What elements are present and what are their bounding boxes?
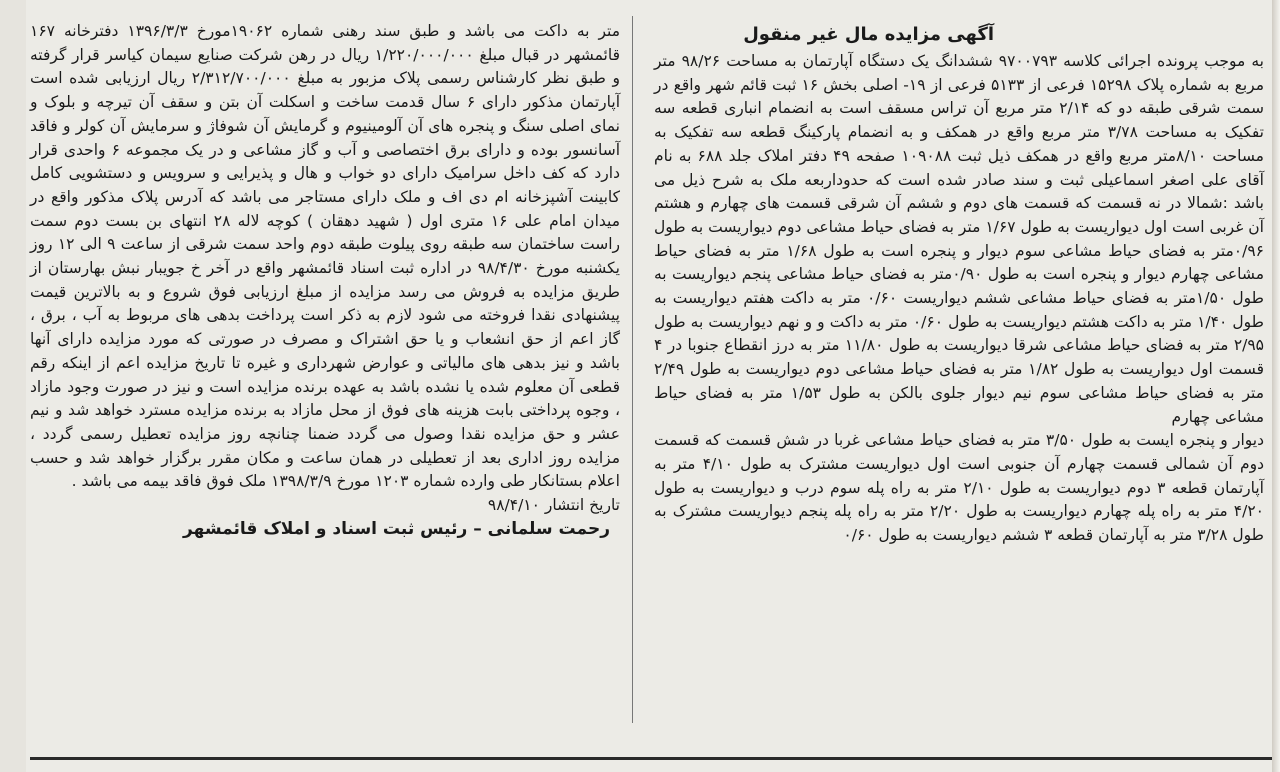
notice-paragraph: متر به داکت می باشد و طبق سند رهنی شماره ۱۹۰۶۲مورخ ۱۳۹۶/۳/۳ دفترخانه ۱۶۷ قائمشهر در قبال مبلغ ۱/۲۲۰/۰۰۰/۰۰۰ ریال در رهن شرکت صنایع سیمان کیاسر قرار گرفته و طبق نظر کارشناس رسمی پلاک مزبور به مبلغ ۲/۳۱۲/۷۰۰/۰۰۰ ریال ارزیابی شده است آپارتمان مذکور دارای ۶ سال قدمت ساخت و اسکلت آن بتن و سقف آن تیرچه و بلوک و نمای اصلی سنگ و پنجره های آن آلومینیوم و گرمایش آن شوفاژ و سرمایش آن کولر و فاقد آسانسور بوده و دارای برق اختصاصی و آب و گاز مشاعی و در یک مجموعه ۶ واحدی قرار دارد که کف داخل سرامیک دارای دو خواب و هال و پذیرایی و سرویس و دستشویی کامل کابینت آشپزخانه ام دی اف و ملک دارای مستاجر می باشد که آدرس پلاک مذکور واقع در میدان امام علی ۱۶ متری اول ( شهید دهقان ) کوچه لاله ۲۸ انتهای بن بست دوم سمت راست ساختمان سه طبقه روی پیلوت طبقه دوم واحد سمت شرقی از ساعت ۹ الی ۱۲ روز یکشنبه مورخ ۹۸/۴/۳۰ در اداره ثبت اسناد قائمشهر واقع در آخر خ جویبار نبش بهارستان از طریق مزایده به فروش می رسد مزایده از مبلغ ارزیابی فوق شروع و به بالاترین قیمت پیشنهادی نقدا فروخته می شود لازم به ذکر است پرداخت بدهی های مربوط به آب ، برق ، گاز اعم از حق انشعاب و یا حق اشتراک و مصرف در صورتی که مورد مزایده دارای آنها باشد و نیز بدهی های مالیاتی و عوارض شهرداری و غیره تا تاریخ مزایده اعم از اینکه رقم قطعی آن معلوم شده یا نشده باشد به عهده برنده مزایده است و نیز در صورت وجود مازاد ، وجوه پرداختی بابت هزینه های فوق از محل مازاد به برنده مزایده مسترد خواهد شد و نیم عشر و حق مزایده نقدا وصول می گردد ضمنا چنانچه روز مزایده تعطیل رسمی گردد ، مزایده روز اداری بعد از تعطیلی در همان ساعت و مکان مقرر برگزار خواهد شد و حسب اعلام بستانکار طی وارده شماره ۱۲۰۳ مورخ ۱۳۹۸/۳/۹ ملک فوق فاقد بیمه می باشد .	[30, 22, 621, 491]
bottom-border-rule	[30, 757, 1280, 760]
publish-date: تاریخ انتشار ۹۸/۴/۱۰	[487, 496, 620, 515]
notice-paragraph: به موجب پرونده اجرائی کلاسه ۹۷۰۰۷۹۳ ششدانگ یک دستگاه آپارتمان به مساحت ۹۸/۲۶ متر مربع به شماره پلاک ۱۵۲۹۸ فرعی از ۵۱۳۳ فرعی از ۱۹- اصلی بخش ۱۶ ثبت قائم شهر واقع در سمت شرقی طبقه دو که ۲/۱۴ متر مربع آن تراس مسقف است به انضمام انباری قطعه سه تفکیک به مساحت ۳/۷۸ متر مربع واقع در همکف و به انضمام پارکینگ قطعه سه تفکیک به مساحت ۸/۱۰متر مربع واقع در همکف ذیل ثبت ۱۰۹۰۸۸ صفحه ۴۹ دفتر املاک جلد ۶۸۸ به نام آقای علی اصغر اسماعیلی ثبت و سند صادر شده است که حدوداربعه ملک به شرح ذیل می باشد :شمالا در نه قسمت که قسمت های دوم و ششم آن شرقی قسمت های چهارم و هشتم آن غربی است اول دیواریست به طول ۱/۶۷ متر به فضای حیاط مشاعی دوم دیواریست به طول ۰/۹۶متر به فضای حیاط مشاعی سوم دیوار و پنجره است به طول ۱/۶۸ متر به فضای حیاط مشاعی چهارم دیوار و پنجره است به طول ۰/۹۰متر به فضای حیاط مشاعی پنجم دیواریست به طول ۱/۵۰متر به فضای حیاط مشاعی ششم دیواریست ۰/۶۰ متر به داکت هفتم دیواریست به طول ۱/۴۰ متر به داکت هشتم دیواریست به طول ۰/۶۰ متر به داکت و و نهم دیواریست به طول ۲/۹۵ متر به فضای حیاط مشاعی شرقا دیواریست به طول ۱۱/۸۰ متر به درز انقطاع جنوبا در ۴ قسمت اول دیواریست به طول ۱/۸۲ متر به فضای حیاط مشاعی دوم دیواریست به طول ۲/۴۹ متر به فضای حیاط مشاعی سوم نیم دیوار جلوی بالکن به طول ۱/۵۳ متر به فضای حیاط مشاعی چهارم	[654, 52, 1265, 426]
notice-column-left	[30, 8, 620, 743]
notice-body-left	[30, 20, 620, 541]
column-divider	[632, 16, 633, 723]
page-right-edge	[1272, 0, 1280, 772]
notice-body-right	[654, 50, 1264, 548]
notice-paragraph: دیوار و پنجره ایست به طول ۳/۵۰ متر به فضای حیاط مشاعی غربا در شش قسمت که قسمت دوم آن شمالی قسمت چهارم آن جنوبی است اول دیواریست مشترک به طول ۴/۱۰ متر به آپارتمان قطعه ۳ دوم دیواریست به طول ۲/۱۰ متر به راه پله سوم درب و دیواریست به طول ۴/۲۰ متر به راه پله چهارم دیواریست به طول ۲/۲۰ متر به راه پله پنجم دیواریست مشترک به طول ۳/۲۸ متر به آپارتمان قطعه ۳ ششم دیواریست به طول ۰/۶۰	[654, 431, 1264, 545]
notice-title: آگهی مزایده مال غیر منقول	[743, 24, 994, 45]
signature: رحمت سلمانی – رئیس ثبت اسناد و املاک قائمشهر	[183, 518, 610, 539]
notice-column-right	[654, 8, 1264, 743]
auction-notice	[30, 8, 1272, 753]
page-left-margin	[0, 0, 26, 772]
